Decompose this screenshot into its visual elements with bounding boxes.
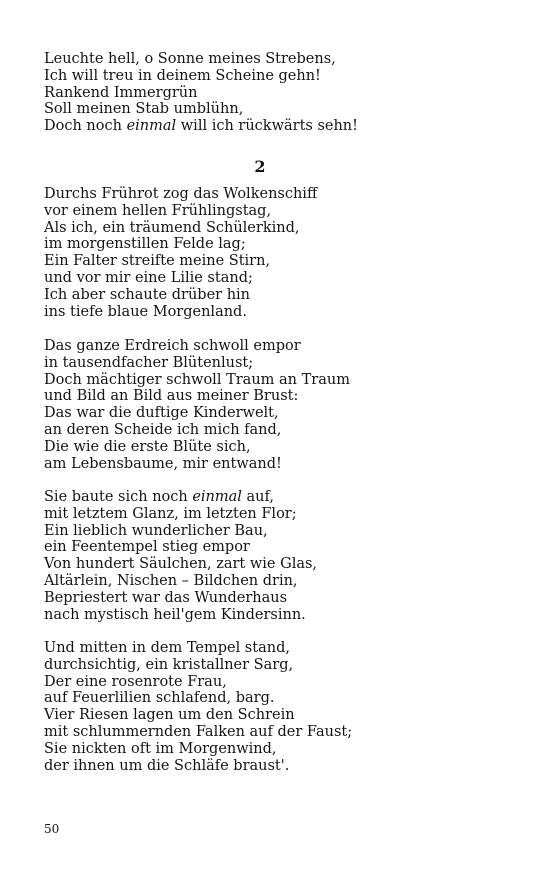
poem-line: Altärlein, Nischen – Bildchen drin, <box>44 572 298 589</box>
poem-line: durchsichtig, ein kristallner Sarg, <box>44 656 294 673</box>
poem-line: Ich aber schaute drüber hin <box>44 286 251 303</box>
poem-line: auf Feuerlilien schlafend, barg. <box>44 690 275 707</box>
stanza-2 <box>44 186 484 320</box>
italic-emphasis: einmal <box>126 118 177 135</box>
poem-line: Die wie die erste Blüte sich, <box>44 438 251 455</box>
poem-line: Rankend Immergrün <box>44 84 198 101</box>
poem-line: Bepriestert war das Wunderhaus <box>44 589 288 606</box>
stanza-4 <box>44 489 484 623</box>
poem-line: an deren Scheide ich mich fand, <box>44 421 282 438</box>
stanza-5 <box>44 640 484 774</box>
poem-line: Und mitten in dem Tempel stand, <box>44 640 290 656</box>
poem-line: der ihnen um die Schläfe braust'. <box>44 757 290 774</box>
poem-line: Durchs Frührot zog das Wolkenschiff <box>44 186 318 202</box>
poem-line: Ich will treu in deinem Scheine gehn! <box>44 67 321 84</box>
page-number: 50 <box>44 822 60 836</box>
poem-line: am Lebensbaume, mir entwand! <box>44 455 282 472</box>
italic-emphasis: einmal <box>192 489 242 505</box>
poem-line: Das ganze Erdreich schwoll empor <box>44 338 301 354</box>
poem-line: ins tiefe blaue Morgenland. <box>44 303 247 320</box>
poem-line: Doch mächtiger schwoll Traum an Traum <box>44 371 350 388</box>
poem-line: Ein lieblich wunderlicher Bau, <box>44 522 268 539</box>
poem-line: im morgenstillen Felde lag; <box>44 236 246 253</box>
poem-line: ein Feentempel stieg empor <box>44 539 250 556</box>
poem-line: Sie nickten oft im Morgenwind, <box>44 740 277 757</box>
line-segment: Doch noch <box>44 118 127 135</box>
poem-line: Der eine rosenrote Frau, <box>44 673 227 690</box>
poem-line: Das war die duftige Kinderwelt, <box>44 405 279 422</box>
stanza-3 <box>44 338 484 472</box>
stanza-1 <box>44 51 484 135</box>
poem-line: in tausendfacher Blütenlust; <box>44 354 254 371</box>
poem-line <box>44 118 484 135</box>
poem-line: mit schlummernden Falken auf der Faust; <box>44 723 353 740</box>
poem-line: und Bild an Bild aus meiner Brust: <box>44 388 299 405</box>
poem-line: nach mystisch heil'gem Kindersinn. <box>44 606 306 623</box>
poem-line: und vor mir eine Lilie stand; <box>44 269 253 286</box>
line-segment: auf, <box>241 489 274 505</box>
line-segment: Sie baute sich noch <box>44 489 193 505</box>
poem-line: Leuchte hell, o Sonne meines Strebens, <box>44 51 336 67</box>
poem-line: Von hundert Säulchen, zart wie Glas, <box>44 556 318 573</box>
line-segment: will ich rückwärts sehn! <box>176 118 358 135</box>
poem-line <box>44 489 484 506</box>
section-number: 2 <box>254 157 266 176</box>
poem-line: Ein Falter streifte meine Stirn, <box>44 253 271 270</box>
poem-line: Als ich, ein träumend Schülerkind, <box>44 219 300 236</box>
poem-line: Soll meinen Stab umblühn, <box>44 101 244 118</box>
poem-line: mit letztem Glanz, im letzten Flor; <box>44 505 297 522</box>
poem-line: Vier Riesen lagen um den Schrein <box>44 707 295 724</box>
poem-line: vor einem hellen Frühlingstag, <box>44 202 272 219</box>
